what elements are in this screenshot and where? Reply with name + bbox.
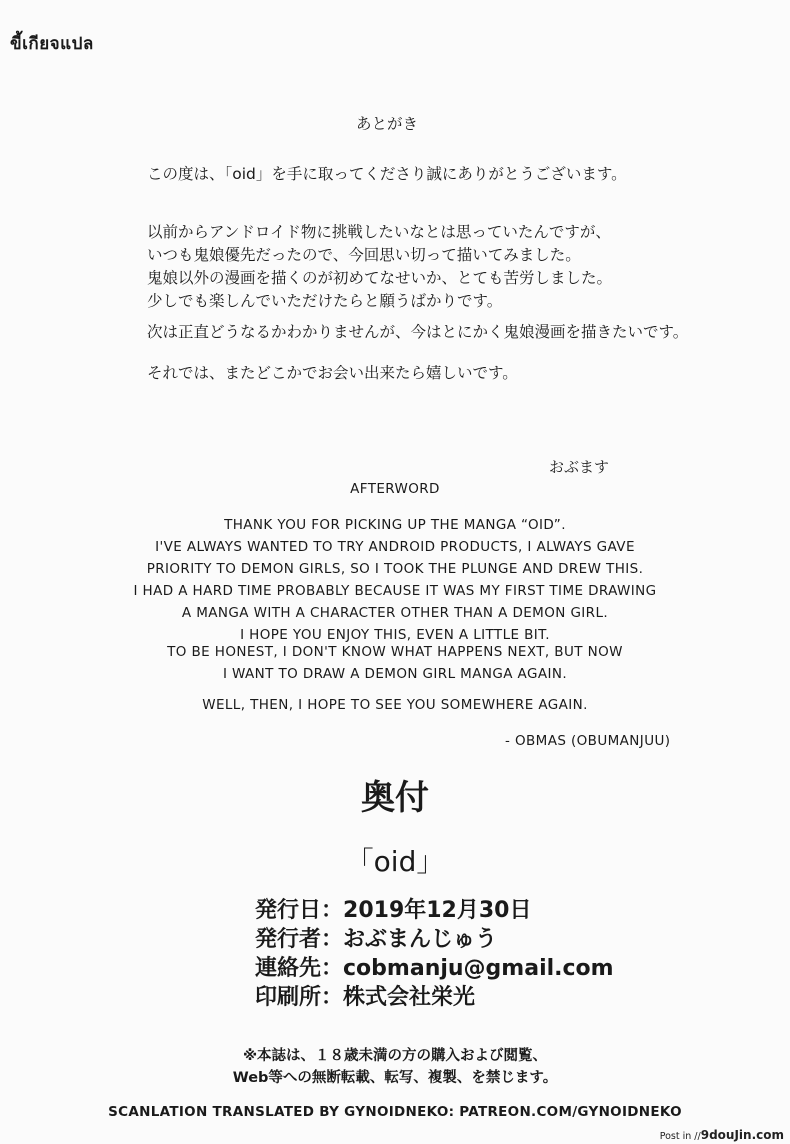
legal-notice [0,1045,790,1089]
jp-paragraph-3: 次は正直どうなるかわかりませんが、今はとにかく鬼娘漫画を描きたいです。 [147,323,689,341]
en-line: I'VE ALWAYS WANTED TO TRY ANDROID PRODUCTS, I ALWAYS GAVE [155,539,635,555]
row-label: 印刷所： [255,985,344,1010]
jp-paragraph-2 [147,221,612,313]
jp-paragraph-4: それでは、またどこかでお会い出来たら嬉しいです。 [147,364,518,382]
notice-line: ※本誌は、１８歳未満の方の購入および閲覧、 [242,1048,548,1064]
en-signature: - OBMAS (OBUMANJUU) [505,733,671,749]
en-line: PRIORITY TO DEMON GIRLS, SO I TOOK THE PLUNGE AND DREW THIS. [146,561,644,577]
scanlation-credit: SCANLATION TRANSLATED BY GYNOIDNEKO: PATREON.COM/GYNOIDNEKO [108,1104,682,1120]
colophon-heading: 奥付 [361,778,429,818]
colophon-row-publisher [255,925,497,955]
row-label: 連絡先： [255,956,344,981]
jp-afterword-title: あとがき [356,115,419,133]
en-line: TO BE HONEST, I DON'T KNOW WHAT HAPPENS NEXT, BUT NOW [167,644,623,660]
row-label: 発行者： [255,927,344,952]
en-line: A MANGA WITH A CHARACTER OTHER THAN A DEMON GIRL. [181,605,609,621]
en-afterword-title: AFTERWORD [350,481,440,497]
site-watermark [660,1128,784,1142]
en-paragraph-2 [0,641,790,685]
row-value: cobmanju@gmail.com [343,956,614,981]
row-value: 株式会社栄光 [343,985,476,1010]
en-line: THANK YOU FOR PICKING UP THE MANGA “OID”. [224,517,566,533]
en-paragraph-3: WELL, THEN, I HOPE TO SEE YOU SOMEWHERE AGAIN. [202,697,588,713]
jp-line: 以前からアンドロイド物に挑戦したいなとは思っていたんですが、 [147,223,611,241]
notice-line: Web等への無断転載、転写、複製、を禁じます。 [232,1070,558,1086]
jp-thanks-line: この度は、「oid」を手に取ってくださり誠にありがとうございます。 [147,165,627,183]
watermark-site: 9douJin.com [700,1128,784,1142]
row-label: 発行日： [255,898,344,923]
colophon-row-contact [255,954,614,984]
jp-line: いつも鬼娘優先だったので、今回思い切って描いてみました。 [147,246,581,264]
watermark-prefix: Post in // [659,1131,701,1142]
row-value: 2019年12月30日 [343,898,532,923]
en-line: I HAD A HARD TIME PROBABLY BECAUSE IT WAS MY FIRST TIME DRAWING [133,583,657,599]
colophon-row-printer [255,983,475,1013]
book-title: 「oid」 [345,845,445,878]
colophon-row-date [255,896,531,926]
scanlator-logo: ขี้เกียจแปล [10,34,94,54]
jp-line: 少しでも楽しんでいただけたらと願うばかりです。 [147,292,503,310]
en-line: I WANT TO DRAW A DEMON GIRL MANGA AGAIN. [222,666,568,682]
en-line: I HOPE YOU ENJOY THIS, EVEN A LITTLE BIT. [240,627,550,643]
en-paragraph-1 [0,514,790,646]
jp-signature: おぶます [549,458,610,476]
jp-line: 鬼娘以外の漫画を描くのが初めてなせいか、とても苦労しました。 [147,269,613,287]
row-value: おぶまんじゅう [343,927,498,952]
